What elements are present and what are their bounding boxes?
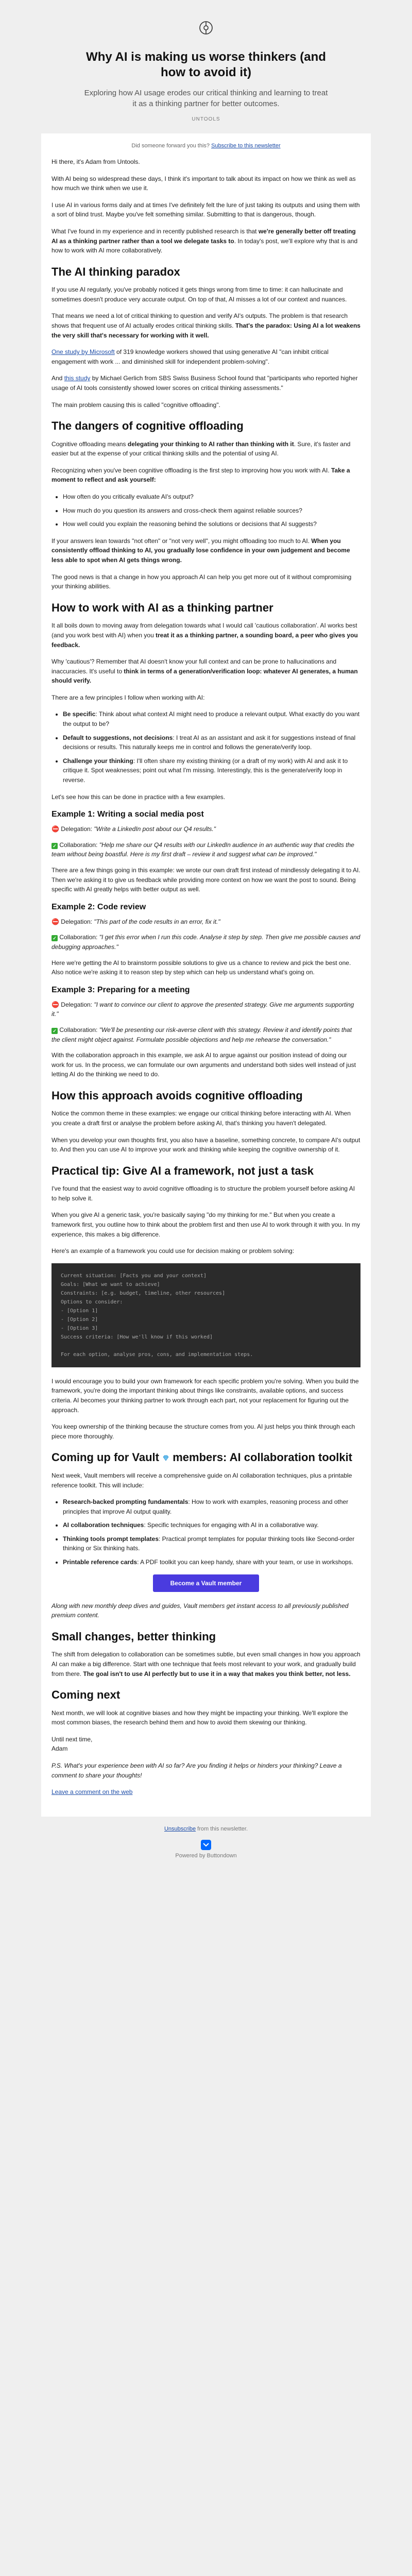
text: And: [52, 375, 64, 382]
cta-container: [52, 1574, 360, 1592]
newsletter-body: [41, 133, 371, 1817]
delegation-prompt: "This part of the code results in an error, fix it.": [94, 918, 220, 925]
paragraph: If you use AI regularly, you've probably noticed it gets things wrong from time to time: it can hallucinate and sometimes doesn't produce very accurate output. On top of that, AI misses a lot of our context and nuances.: [52, 286, 347, 303]
principle-text: : Think about what context AI might need to produce a relevant output. What exactly do you want the output to be?: [63, 710, 360, 728]
check-mark-icon: ✓: [52, 1028, 58, 1034]
signoff: [52, 1735, 360, 1754]
item-label: Printable reference cards: [63, 1558, 138, 1566]
principle-label: Default to suggestions, not decisions: [63, 734, 173, 741]
unsubscribe-link[interactable]: Unsubscribe: [164, 1825, 196, 1832]
paragraph: There are a few things going in this example: we wrote our own draft first instead of mindlessly delegating it to AI. Then we're asking it to give us feedback while providing more context on how we want the post to sound. Being specific with AI greatly helps with better output as well.: [52, 867, 360, 893]
list-item: [63, 1534, 360, 1553]
bold-text: think in terms of a generation/verification loop: whatever AI generates, a human should verify.: [52, 667, 358, 685]
delegation-label: Delegation:: [61, 1001, 93, 1008]
paragraph: When you give AI a generic task, you're basically saying "do my thinking for me." But when you create a framework first, you outline how to think about the problem first and then use AI to work through it with you. In my experience, this makes a big difference.: [52, 1211, 360, 1238]
leave-comment-link[interactable]: Leave a comment on the web: [52, 1788, 133, 1796]
italic-note: Along with new monthly deep dives and guides, Vault members get instant access to all previously published premium content.: [52, 1602, 349, 1619]
example-heading: Example 1: Writing a social media post: [52, 810, 204, 819]
list-item: • How well could you explain the reasoning behind the solutions or decisions that AI suggests?: [63, 519, 360, 529]
section-heading-vault: [52, 1450, 360, 1465]
intro-paragraph: With AI being so widespread these days, I think it's important to talk about its impact on how we think as well as how much we think when we use it.: [52, 175, 356, 192]
bold-text: we're generally better off treating AI as a thinking partner rather than a tool we delegate tasks to: [52, 227, 356, 245]
postscript: [52, 1761, 360, 1780]
signoff-line: Until next time,: [52, 1735, 93, 1743]
intro-paragraph: I use AI in various forms daily and at times I've definitely felt the lure of just taking its outputs and using them with a sort of blind trust. Maybe you've felt something similar. Submitting to that is dangerous, though.: [52, 201, 360, 218]
principle-label: Be specific: [63, 710, 96, 718]
paragraph: [52, 657, 360, 686]
text: by Michael Gerlich from SBS Swiss Business School found that "participants who reported higher usage of AI tools consistently showed lower scores on critical thinking assessments.": [52, 375, 358, 392]
become-vault-member-button[interactable]: Become a Vault member: [153, 1574, 260, 1592]
framework-code-block: Current situation: [Facts you and your context] Goals: [What we want to achieve] Constraints: [e.g. budget, timeline, other resources] Options to consider: - [Option 1] - [Option 2] - [Option 3] Success criteria: [How we'll know if this worked] For each option, analyse pros, cons, and implementation steps.: [52, 1263, 360, 1367]
collaboration-prompt: "We'll be presenting our risk-averse client with this strategy. Review it and identify points that the client might object against. Formulate possible objections and help me rehearse the conversation.": [52, 1026, 352, 1043]
text: Recognizing when you've been cognitive offloading is the first step to improving how you work with AI.: [52, 466, 332, 474]
subscribe-prefix: Did someone forward you this?: [131, 143, 210, 149]
text: It all boils down to moving away from delegation towards what I would call 'cautious collaboration'. AI works best (and you work best with AI) when you: [52, 622, 357, 639]
example-heading: Example 2: Code review: [52, 902, 146, 911]
subscribe-line: [52, 141, 360, 157]
section-heading-tip: Practical tip: Give AI a framework, not just a task: [52, 1164, 314, 1177]
item-label: Thinking tools prompt templates: [63, 1535, 159, 1543]
paragraph: [52, 1787, 360, 1797]
no-entry-icon: ⛔: [52, 825, 59, 833]
collaboration-label: Collaboration:: [59, 1026, 98, 1033]
microsoft-study-link[interactable]: One study by Microsoft: [52, 348, 115, 356]
paragraph: When you develop your own thoughts first, you also have a baseline, something concrete, to compare AI's output to. And then you can use AI to improve your work and thinking while keeping the cognitive ownership of it.: [52, 1136, 360, 1154]
bold-text: That's the paradox: Using AI a lot weakens the very skill that's necessary for working with it well.: [52, 322, 360, 339]
list-item: [63, 1497, 360, 1516]
bold-text: The goal isn't to use AI perfectly but to use it in a way that makes you think better, not less.: [83, 1670, 351, 1677]
paragraph: The good news is that a change in how you approach AI can help you get more out of it without compromising your thinking abilities.: [52, 573, 352, 590]
collaboration-label: Collaboration:: [59, 841, 98, 849]
text: . In today's post, we'll explore why that is and how to work with AI more collaboratively.: [52, 237, 358, 255]
principle-text: : I'll often share my existing thinking (or a draft of my work) with AI and ask it to critique it. Spot weaknesses; point out what I'm missing. Interestingly, this is the generate/verify loop in reverse.: [63, 757, 348, 784]
list-item: [63, 1520, 360, 1530]
gerlich-study-link[interactable]: this study: [64, 375, 91, 382]
no-entry-icon: ⛔: [52, 1001, 59, 1008]
collaboration-example: [52, 840, 360, 859]
paragraph: [52, 1650, 360, 1679]
item-text: : How to work with examples, reasoning process and other principles that improve AI output quality.: [63, 1498, 349, 1515]
delegation-prompt: "I want to convince our client to approve the presented strategy. Give me arguments supporting it.": [52, 1001, 354, 1018]
paragraph: I would encourage you to build your own framework for each specific problem you're solving. When you build the framework, you're doing the important thinking about things like constraints, available options, and success criteria. AI becomes your thinking partner to work through each part, not your replacement for figuring out the approach.: [52, 1377, 359, 1414]
paragraph: Here's an example of a framework you could use for decision making or problem solving:: [52, 1247, 295, 1255]
paragraph: I've found that the easiest way to avoid cognitive offloading is to structure the problem yourself before asking AI to help solve it.: [52, 1185, 355, 1202]
paragraph: The main problem causing this is called "cognitive offloading".: [52, 401, 220, 409]
principles-list: [63, 709, 360, 785]
section-heading-offloading: The dangers of cognitive offloading: [52, 419, 244, 433]
principle-text: : I treat AI as an assistant and ask it for suggestions instead of final decisions or results. This naturally keeps me in control and follows the generate/verify loop.: [63, 734, 356, 751]
page-subtitle: Exploring how AI usage erodes our critical thinking and learning to treat it as a thinking partner for better outcomes.: [84, 89, 328, 108]
text: Cognitive offloading means: [52, 440, 128, 448]
paragraph: You keep ownership of the thinking because the structure comes from you. AI just helps you think through each piece more thoroughly.: [52, 1423, 355, 1440]
text: That means we need a lot of critical thinking to question and verify AI's outputs. The problem is that research shows that frequent use of AI actually erodes critical thinking skills.: [52, 312, 348, 330]
paragraph: Next week, Vault members will receive a comprehensive guide on AI collaboration techniques, plus a printable reference toolkit. This will include:: [52, 1471, 352, 1489]
page-title: Why AI is making us worse thinkers (and how to avoid it): [86, 50, 326, 79]
delegation-example: [52, 917, 360, 927]
collaboration-label: Collaboration:: [59, 934, 98, 941]
paragraph: Here we're getting the AI to brainstorm possible solutions to give us a chance to review and pick the best one. Also notice we're asking it to reason step by step which can help us understand what's going on.: [52, 959, 351, 976]
paragraph: There are a few principles I follow when working with AI:: [52, 693, 205, 701]
no-entry-icon: ⛔: [52, 918, 59, 925]
list-item: [63, 756, 360, 785]
author-label: UNTOOLS: [192, 116, 220, 122]
buttondown-logo-icon[interactable]: [200, 1839, 212, 1851]
powered-by-label: Powered by Buttondown: [175, 1852, 237, 1859]
paragraph: [52, 1601, 360, 1620]
heading-text: Coming up for Vault: [52, 1451, 163, 1464]
bold-text: Take a moment to reflect and ask yourself:: [52, 466, 350, 484]
check-mark-icon: ✓: [52, 935, 58, 941]
paragraph: With the collaboration approach in this example, we ask AI to argue against our position instead of doing our work for us. In the process, we can formulate our own arguments and understand both sides well instead of just letting AI do the thinking we need to do.: [52, 1052, 356, 1078]
item-label: AI collaboration techniques: [63, 1521, 144, 1529]
delegation-example: [52, 1000, 360, 1019]
item-label: Research-backed prompting fundamentals: [63, 1498, 188, 1506]
footer: [0, 1826, 412, 1859]
collaboration-example: [52, 1025, 360, 1044]
bold-text: delegating your thinking to AI rather than thinking with it: [127, 440, 294, 448]
paragraph: [52, 311, 360, 340]
list-item: [63, 1557, 360, 1567]
delegation-label: Delegation:: [61, 918, 93, 925]
section-heading-small-changes: Small changes, better thinking: [52, 1630, 216, 1643]
list-item: [63, 733, 360, 752]
untools-logo-icon: [199, 21, 213, 35]
heading-text: members: AI collaboration toolkit: [169, 1451, 353, 1464]
section-heading-paradox: The AI thinking paradox: [52, 265, 180, 278]
principle-label: Challenge your thinking: [63, 757, 133, 765]
paragraph: [52, 466, 360, 485]
text: . Sure, it's faster and easier but at the expense of your critical thinking skills and the potential of using AI.: [52, 440, 351, 457]
bold-text: When you consistently offload thinking to AI, you gradually lose confidence in your own judgement and become less able to spot when AI gets things wrong.: [52, 537, 350, 564]
paragraph: [52, 347, 360, 366]
paragraph: [52, 374, 360, 393]
postscript-text: P.S. What's your experience been with AI so far? Are you finding it helps or hinders your thinking? Leave a comment to share your thoughts!: [52, 1762, 342, 1779]
text: What I've found in my experience and in recently published research is that: [52, 227, 259, 235]
reflection-questions: [63, 492, 360, 529]
bold-text: treat it as a thinking partner, a sounding board, a peer who gives you feedback.: [52, 631, 358, 649]
text: of 319 knowledge workers showed that using generative AI "can inhibit critical engagement with work ... and diminished skill for independent problem-solving".: [52, 348, 329, 365]
list-item: • How much do you question its answers and cross-check them against reliable sources?: [63, 506, 360, 516]
example-heading: Example 3: Preparing for a meeting: [52, 985, 190, 994]
collaboration-example: [52, 933, 360, 952]
toolkit-list: [63, 1497, 360, 1567]
unsubscribe-suffix: from this newsletter.: [196, 1825, 248, 1832]
delegation-prompt: "Write a LinkedIn post about our Q4 results.": [94, 825, 216, 833]
text: Why 'cautious'? Remember that AI doesn't know your full context and can be prone to hallucinations and inaccuracies. It's useful to: [52, 658, 337, 675]
paragraph: [52, 621, 360, 650]
item-text: : Specific techniques for engaging with AI in a collaborative way.: [144, 1521, 319, 1529]
text: If your answers lean towards "not often" or "not very well", you might offloading too much to AI.: [52, 537, 312, 545]
paragraph: [52, 439, 360, 459]
section-heading-partner: How to work with AI as a thinking partner: [52, 601, 273, 614]
item-text: : A PDF toolkit you can keep handy, share with your team, or use in workshops.: [137, 1558, 354, 1566]
delegation-example: [52, 824, 360, 834]
section-heading-why: How this approach avoids cognitive offloading: [52, 1089, 303, 1102]
list-item: [63, 709, 360, 728]
collaboration-prompt: "I get this error when I run this code. Analyse it step by step. Then give me possible causes and debugging approaches.": [52, 934, 360, 951]
diamond-icon: [162, 1454, 169, 1462]
check-mark-icon: ✓: [52, 843, 58, 849]
paragraph: [52, 536, 360, 565]
delegation-label: Delegation:: [61, 825, 93, 833]
intro-greeting: Hi there, it's Adam from Untools.: [52, 158, 140, 165]
collaboration-prompt: "Help me share our Q4 results with our LinkedIn audience in an authentic way that credits the team without being boastful. Here is my first draft – review it and suggest what can be improved.": [52, 841, 354, 858]
unsubscribe-line: [0, 1826, 412, 1832]
subscribe-link[interactable]: Subscribe to this newsletter: [211, 143, 281, 149]
text: The shift from delegation to collaboration can be sometimes subtle, but even small changes in how you approach AI can make a big difference. Start with one technique that feels most relevant to your work, and gradually build from there.: [52, 1651, 360, 1677]
signoff-name: Adam: [52, 1745, 68, 1753]
paragraph: Next month, we will look at cognitive biases and how they might be impacting your thinking. We'll explore the most common biases, the research behind them and how to avoid them skewing our thinking.: [52, 1709, 348, 1726]
paragraph: Notice the common theme in these examples: we engage our critical thinking before interacting with AI. When you create a draft first or analyse the problem before asking AI, that's thinking you haven't delegated.: [52, 1110, 351, 1127]
header: [0, 0, 412, 122]
section-heading-coming-next: Coming next: [52, 1688, 121, 1702]
list-item: • How often do you critically evaluate AI's output?: [63, 492, 360, 502]
intro-paragraph: [52, 227, 360, 256]
paragraph: Let's see how this can be done in practice with a few examples.: [52, 793, 226, 801]
item-text: : Practical prompt templates for popular thinking tools like Second-order thinking or Six thinking hats.: [63, 1535, 355, 1552]
